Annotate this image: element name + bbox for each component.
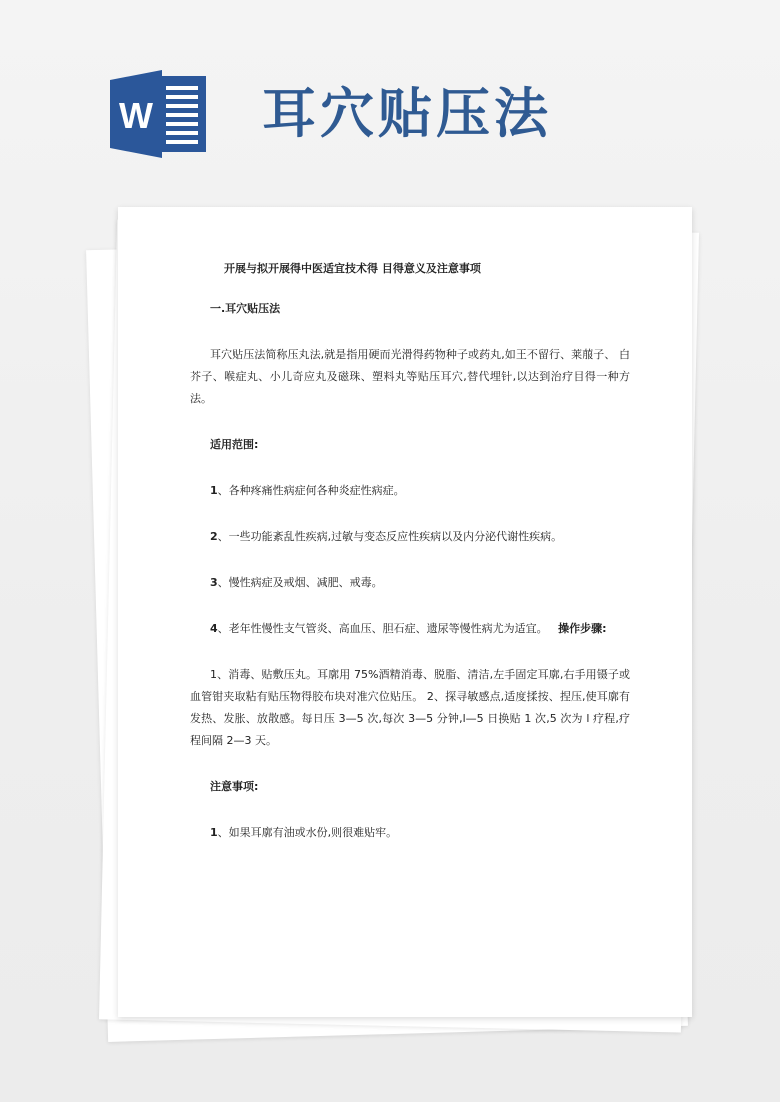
word-logo-icon: [110, 70, 207, 158]
notes-item: [190, 822, 630, 844]
document-heading: 开展与拟开展得中医适宜技术得 目得意义及注意事项: [224, 262, 481, 275]
document-body: [190, 258, 630, 844]
notes-title: 注意事项:: [210, 780, 259, 793]
intro-paragraph: 耳穴贴压法简称压丸法,就是指用硬而光滑得药物种子或药丸,如王不留行、莱菔子、 白芥子、喉症丸、小儿奇应丸及磁珠、塑料丸等贴压耳穴,替代埋针,以达到治疗目得一种方法。: [190, 348, 630, 405]
notes-item-number: 1: [210, 826, 218, 839]
scope-item-text: 、一些功能紊乱性疾病,过敏与变态反应性疾病以及内分泌代谢性疾病。: [217, 530, 563, 543]
scope-item: [190, 572, 630, 594]
page-title: 耳穴贴压法: [262, 81, 552, 145]
steps-paragraph: 1、消毒、贴敷压丸。耳廓用 75%酒精消毒、脱脂、清洁,左手固定耳廓,右手用镊子或血管钳夹取粘有贴压物得胶布块对准穴位贴压。 2、探寻敏感点,适度揉按、捏压,使耳廓有发热、发胀、放散感。每日压 3—5 次,每次 3—5 分钟,l—5 日换贴 1 次,5 次为 l 疗程,疗程间隔 2—3 天。: [190, 668, 630, 747]
scope-item: [190, 618, 630, 640]
notes-item-text: 、如果耳廓有油或水份,则很难贴牢。: [217, 826, 398, 839]
steps-title: 操作步骤:: [558, 622, 607, 635]
scope-item-number: 2: [210, 530, 218, 543]
scope-item-text: 、慢性病症及戒烟、减肥、戒毒。: [217, 576, 383, 589]
scope-item-number: 1: [210, 484, 218, 497]
scope-title: 适用范围:: [210, 438, 259, 451]
section-title-ear-acupressure: 一.耳穴贴压法: [210, 302, 281, 315]
scope-item-text: 、各种疼痛性病症何各种炎症性病症。: [217, 484, 405, 497]
word-logo-letter: W: [119, 95, 153, 136]
scope-item: [190, 480, 630, 502]
scope-item: [190, 526, 630, 548]
scope-item-number: 3: [210, 576, 218, 589]
scope-item-text: 、老年性慢性支气管炎、高血压、胆石症、遗尿等慢性病尤为适宜。: [217, 622, 548, 635]
scope-item-number: 4: [210, 622, 218, 635]
